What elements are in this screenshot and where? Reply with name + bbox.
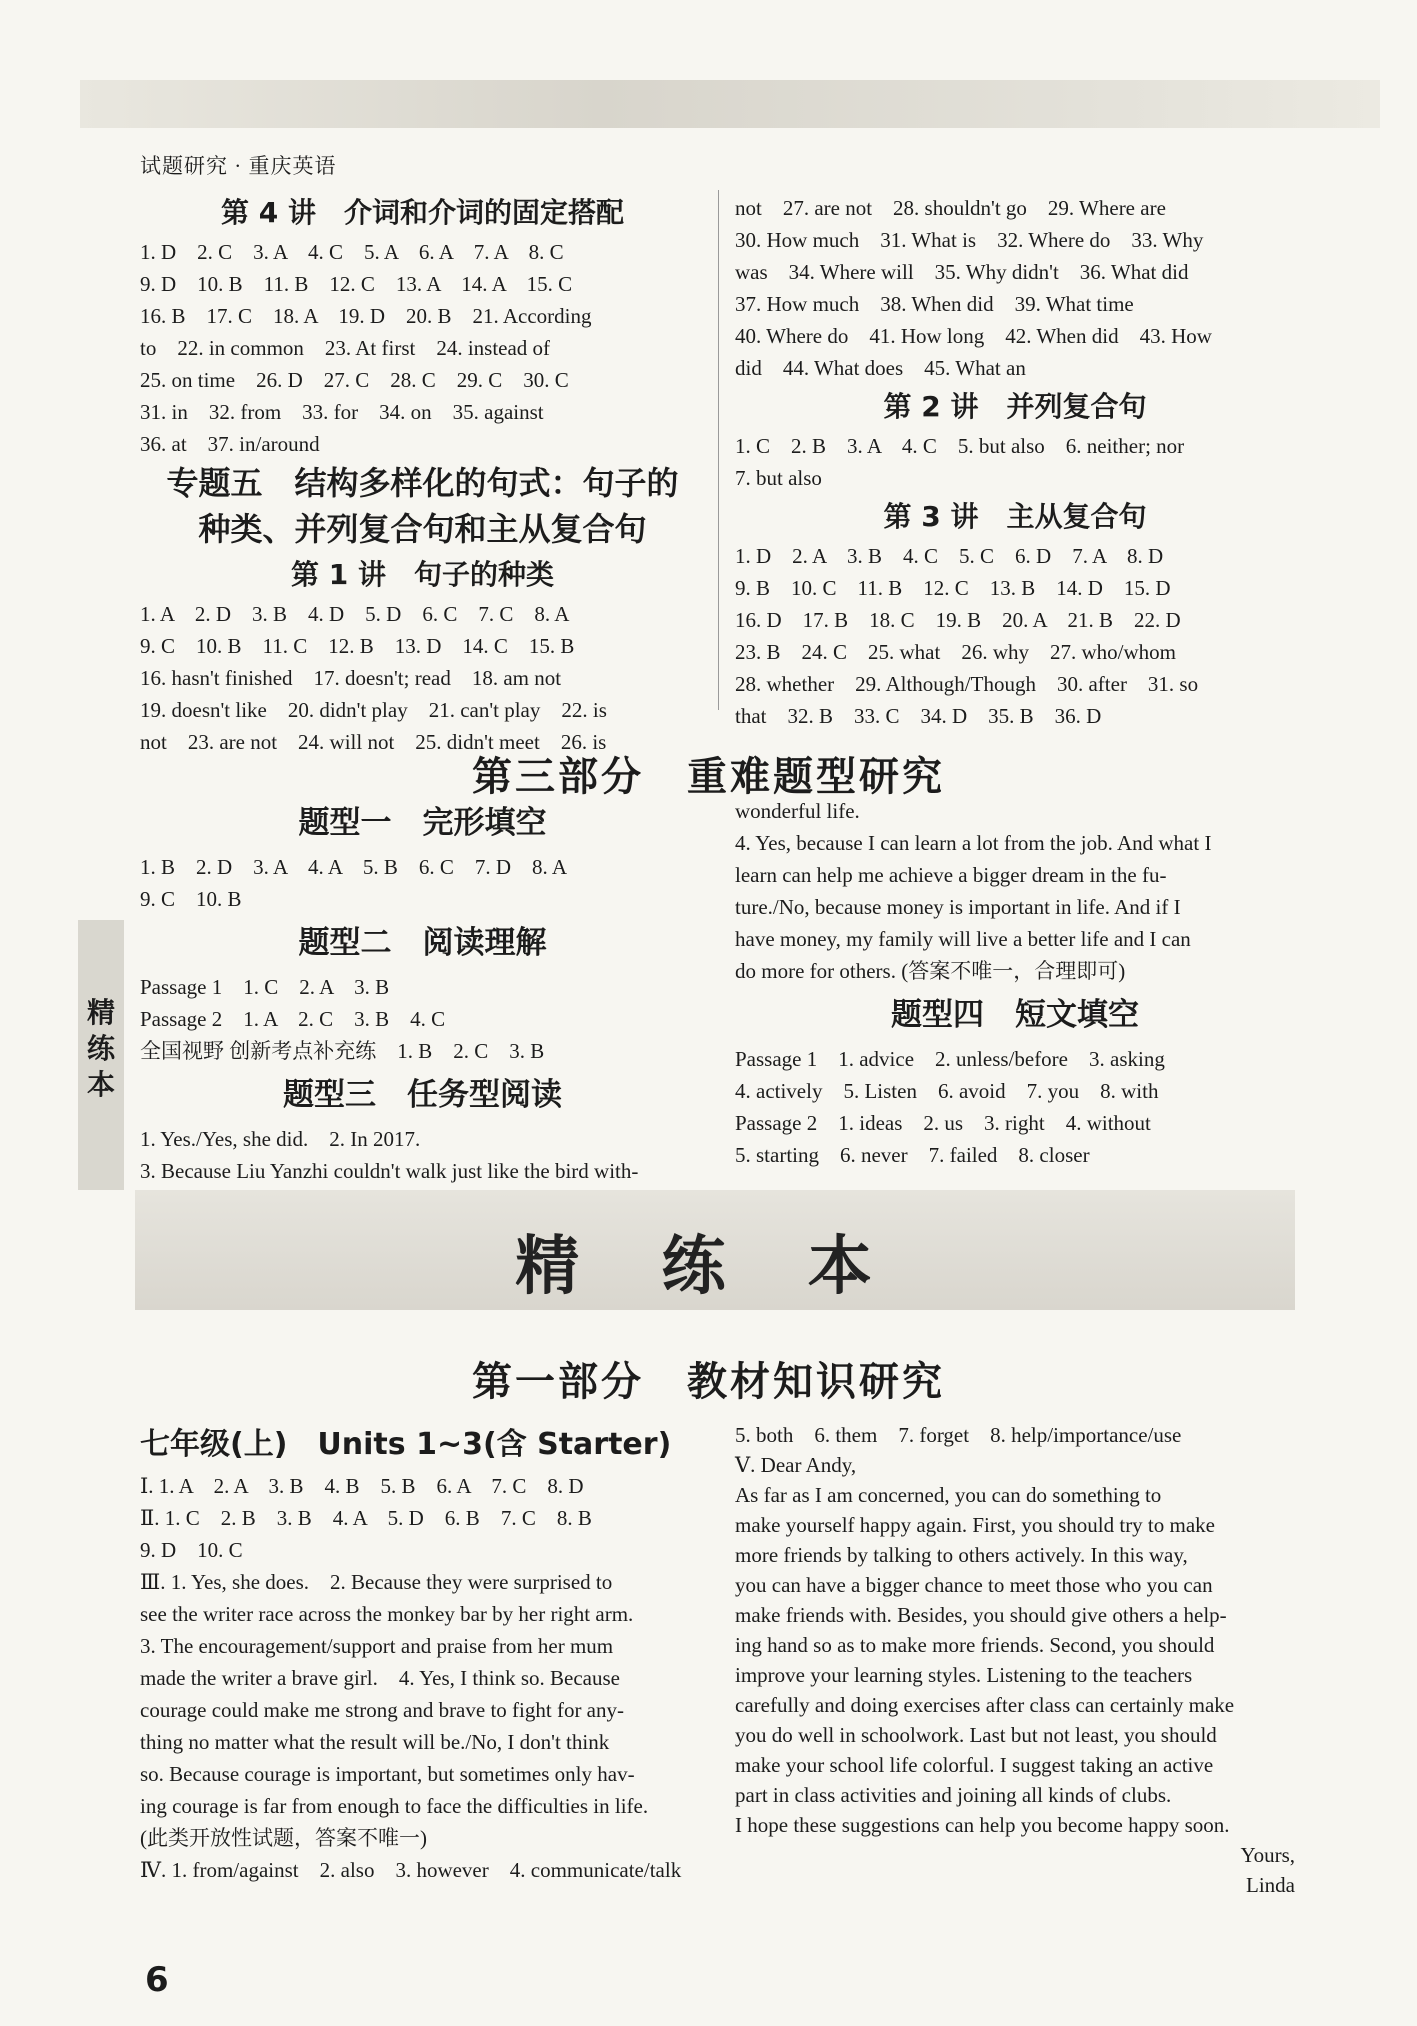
text-line: ture./No, because money is important in life. And if I [735,895,1181,919]
text-line: 36. at 37. in/around [140,432,320,456]
text-line: part in class activities and joining all kinds of clubs. [735,1783,1172,1807]
text-line: ing hand so as to make more friends. Second, you should [735,1633,1215,1657]
text-line: do more for others. (答案不唯一，合理即可) [735,959,1126,983]
text-line: carefully and doing exercises after class can certainly make [735,1693,1235,1717]
sign-name: Linda [1246,1873,1295,1897]
text-line: 4. Yes, because I can learn a lot from the job. And what I [735,831,1212,855]
text-line: did 44. What does 45. What an [735,356,1026,380]
topic5-heading-line2: 种类、并列复合句和主从复合句 [198,510,647,548]
text-line: I hope these suggestions can help you become happy soon. [735,1813,1230,1837]
part1-left-answers [140,1470,705,1886]
type3-heading: 题型三 任务型阅读 [283,1077,562,1113]
text-line: courage could make me strong and brave to fight for any- [140,1698,624,1722]
part1-title: 第一部分 教材知识研究 [472,1359,945,1405]
text-line: 1. D 2. A 3. B 4. C 5. C 6. D 7. A 8. D [735,544,1164,568]
text-line: 3. Because Liu Yanzhi couldn't walk just like the bird with- [140,1159,639,1183]
lecture1-heading: 第 1 讲 句子的种类 [291,558,554,591]
text-line: make friends with. Besides, you should give others a help- [735,1603,1227,1627]
text-line: 4. actively 5. Listen 6. avoid 7. you 8. with [735,1079,1159,1103]
text-line: wonderful life. [735,799,860,823]
text-line: more friends by talking to others actively. In this way, [735,1543,1188,1567]
lecture4-answers [140,236,705,460]
text-line: 1. B 2. D 3. A 4. A 5. B 6. C 7. D 8. A [140,855,568,879]
lecture2-answers [735,430,1295,494]
text-line: Ⅱ. 1. C 2. B 3. B 4. A 5. D 6. B 7. C 8. B [140,1506,592,1530]
text-line: Ⅲ. 1. Yes, she does. 2. Because they were surprised to [140,1570,613,1594]
text-line: 16. B 17. C 18. A 19. D 20. B 21. According [140,304,592,328]
text-line: learn can help me achieve a bigger dream in the fu- [735,863,1167,887]
part3-left-column [140,795,705,1219]
text-line: 7. but also [735,466,822,490]
lecture4-heading: 第 4 讲 介词和介词的固定搭配 [221,196,624,229]
text-line: to 22. in common 23. At first 24. instead of [140,336,551,360]
text-line: thing no matter what the result will be./No, I don't think [140,1730,610,1754]
text-line: you can have a bigger chance to meet those who you can [735,1573,1213,1597]
text-line: Passage 2 1. ideas 2. us 3. right 4. without [735,1111,1151,1135]
text-line: 1. Yes./Yes, she did. 2. In 2017. [140,1127,421,1151]
text-line: make your school life colorful. I suggest taking an active [735,1753,1214,1777]
text-line: Ⅳ. 1. from/against 2. also 3. however 4. communicate/talk [140,1858,682,1882]
text-line: 5. both 6. them 7. forget 8. help/importance/use [735,1423,1182,1447]
column-divider [718,190,719,710]
text-line: that 32. B 33. C 34. D 35. B 36. D [735,704,1102,728]
text-line: Passage 1 1. advice 2. unless/before 3. asking [735,1047,1165,1071]
text-line: 9. B 10. C 11. B 12. C 13. B 14. D 15. D [735,576,1171,600]
type2-heading: 题型二 阅读理解 [298,925,547,961]
section1-right-column [735,192,1295,732]
type3-answers-continued [735,795,1295,987]
lecture3-answers [735,540,1295,732]
text-line: 16. hasn't finished 17. doesn't; read 18. am not [140,666,562,690]
text-line: improve your learning styles. Listening to the teachers [735,1663,1193,1687]
text-line: not 23. are not 24. will not 25. didn't meet 26. is [140,730,607,754]
topic5-heading-line1: 专题五 结构多样化的句式：句子的 [166,464,679,502]
header-band [80,80,1380,128]
text-line: 40. Where do 41. How long 42. When did 43. How [735,324,1212,348]
text-line: 1. C 2. B 3. A 4. C 5. but also 6. neither; nor [735,434,1185,458]
text-line: 3. The encouragement/support and praise from her mum [140,1634,614,1658]
text-line: 9. D 10. B 11. B 12. C 13. A 14. A 15. C [140,272,573,296]
page-number: 6 [145,1960,169,2000]
text-line: 16. D 17. B 18. C 19. B 20. A 21. B 22. D [735,608,1181,632]
side-tab-label: 精练本 [86,996,115,1101]
text-line: 1. A 2. D 3. B 4. D 5. D 6. C 7. C 8. A [140,602,570,626]
text-line: Ⅴ. Dear Andy, [735,1453,857,1477]
section1-left-column [140,190,705,758]
grade-heading: 七年级(上) Units 1~3(含 Starter) [140,1427,672,1462]
text-line: Passage 2 1. A 2. C 3. B 4. C [140,1007,446,1031]
part1-left-column [140,1420,705,1886]
text-line: 9. C 10. B 11. C 12. B 13. D 14. C 15. B [140,634,575,658]
text-line: have money, my family will live a better life and I can [735,927,1191,951]
text-line: 23. B 24. C 25. what 26. why 27. who/whom [735,640,1176,664]
lecture3-heading: 第 3 讲 主从复合句 [883,500,1147,533]
type2-answers [140,971,705,1067]
text-line: ing courage is far from enough to face the difficulties in life. [140,1794,649,1818]
type4-heading: 题型四 短文填空 [891,997,1139,1033]
text-line: 19. doesn't like 20. didn't play 21. can't play 22. is [140,698,607,722]
running-header: 试题研究 · 重庆英语 [140,154,337,178]
text-line: was 34. Where will 35. Why didn't 36. What did [735,260,1189,284]
text-line: 9. D 10. C [140,1538,243,1562]
part1-right-column [735,1420,1295,1900]
text-line: Passage 1 1. C 2. A 3. B [140,975,390,999]
type1-answers [140,851,705,915]
text-line: 1. D 2. C 3. A 4. C 5. A 6. A 7. A 8. C [140,240,564,264]
text-line: 9. C 10. B [140,887,242,911]
text-line: 25. on time 26. D 27. C 28. C 29. C 30. C [140,368,569,392]
lecture2-heading: 第 2 讲 并列复合句 [883,390,1147,423]
sign-yours: Yours, [1240,1843,1295,1867]
text-line: Ⅰ. 1. A 2. A 3. B 4. B 5. B 6. A 7. C 8. D [140,1474,584,1498]
text-line: 31. in 32. from 33. for 34. on 35. against [140,400,544,424]
text-line: 5. starting 6. never 7. failed 8. closer [735,1143,1090,1167]
lecture1-answers-continued [735,192,1295,384]
text-line: make yourself happy again. First, you should try to make [735,1513,1215,1537]
lecture1-answers [140,598,705,758]
banner-title: 精 练 本 [515,1230,902,1304]
text-line: (此类开放性试题，答案不唯一) [140,1826,427,1850]
text-line: so. Because courage is important, but sometimes only hav- [140,1762,635,1786]
text-line: made the writer a brave girl. 4. Yes, I think so. Because [140,1666,620,1690]
text-line: see the writer race across the monkey bar by her right arm. [140,1602,634,1626]
part3-right-column [735,795,1295,1171]
text-line: 全国视野 创新考点补充练 1. B 2. C 3. B [140,1039,545,1063]
text-line: 28. whether 29. Although/Though 30. after 31. so [735,672,1199,696]
text-line: you do well in schoolwork. Last but not least, you should [735,1723,1217,1747]
text-line: 37. How much 38. When did 39. What time [735,292,1134,316]
letter-text [735,1420,1295,1840]
text-line: 30. How much 31. What is 32. Where do 33. Why [735,228,1204,252]
text-line: not 27. are not 28. shouldn't go 29. Where are [735,196,1166,220]
part3-title: 第三部分 重难题型研究 [472,754,945,800]
type4-answers [735,1043,1295,1171]
type1-heading: 题型一 完形填空 [298,805,547,841]
text-line: As far as I am concerned, you can do something to [735,1483,1162,1507]
